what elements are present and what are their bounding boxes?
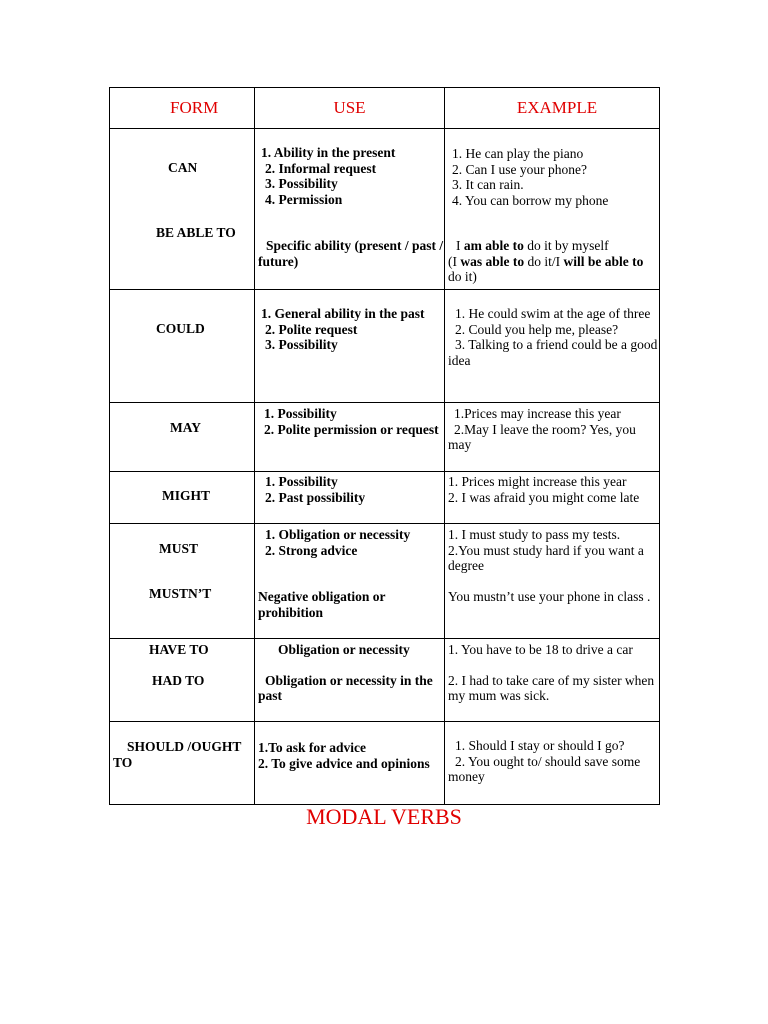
list-item: 1. You have to be 18 to drive a car [448,642,633,657]
list-item: 2. Informal request [265,160,377,176]
text: do it/I [524,253,564,269]
use-cell [255,290,445,403]
use-cell [255,129,445,290]
form-cell [110,524,255,639]
list-item: 4. You can borrow my phone [452,192,609,208]
form-cell [110,129,255,290]
use-cell [255,524,445,639]
text: am able to [463,238,524,253]
example-cell [445,472,660,524]
form-be-able-to: BE ABLE TO [156,224,236,240]
form-might: MIGHT [162,488,211,503]
list-item: 2. Can I use your phone? [452,161,587,177]
form-cell [110,290,255,403]
use-cell [255,472,445,524]
text: I [456,238,464,253]
text: (I [448,253,461,269]
example-cell [445,524,660,639]
list-item: You mustn’t use your phone in class . [448,588,651,604]
text: do it) [448,269,477,284]
header-row [110,88,660,129]
list-item: 2. Could you help me, please? [455,321,619,337]
list-item: 1. He can play the piano [452,146,584,161]
list-item: 2. You ought to/ should save some money [448,753,641,784]
list-item: Obligation or necessity in the past [258,672,433,703]
list-item: 1. He could swim at the age of three [455,306,651,321]
list-item: 1. Possibility [264,406,337,421]
list-item: 2. I had to take care of my sister when my mum was sick. [448,672,655,703]
list-item: Negative obligation or prohibition [258,589,386,620]
text: will be able to [563,253,644,269]
list-item: 1. Prices might increase this year [448,474,627,489]
table-row-may [110,403,660,472]
form-mustnt: MUSTN’T [149,585,212,601]
use-cell [255,403,445,472]
form-can: CAN [168,160,198,175]
text: do it by myself [523,238,609,253]
list-item: 2. To give advice and opinions [258,755,430,771]
table-row-have-to [110,639,660,722]
header-example: EXAMPLE [445,88,660,129]
list-item [448,238,659,254]
list-item [448,254,659,285]
list-item: Specific ability (present / past / future) [258,238,444,269]
list-item: 3. It can rain. [452,177,524,192]
header-use: USE [255,88,445,129]
text: was able to [460,253,525,269]
list-item: 2.You must study hard if you want a degree [448,542,644,573]
page-title: MODAL VERBS [306,804,462,829]
list-item: Obligation or necessity [278,642,410,657]
header-form: FORM [110,88,255,129]
use-cell [255,639,445,722]
list-item: 2.May I leave the room? Yes, you may [448,421,636,452]
list-item: 3. Possibility [265,176,338,191]
list-item: 1. Ability in the present [261,145,396,160]
table-row-could [110,290,660,403]
table-row-should [110,722,660,805]
list-item: 1.To ask for advice [258,740,367,755]
form-cell [110,403,255,472]
form-had-to: HAD TO [152,672,205,688]
example-cell [445,639,660,722]
example-cell [445,403,660,472]
list-item: 2. I was afraid you might come late [448,489,640,505]
form-cell [110,472,255,524]
list-item: 1. Possibility [265,474,338,489]
use-cell [255,722,445,805]
list-item: 2. Past possibility [265,489,366,505]
modal-verbs-table [109,87,660,805]
form-have-to: HAVE TO [149,642,209,657]
form-cell [110,639,255,722]
list-item: 1. Obligation or necessity [265,527,411,542]
form-could: COULD [156,321,205,336]
table-row-can [110,129,660,290]
list-item: 2. Polite permission or request [264,421,439,437]
example-cell [445,129,660,290]
list-item: 3. Possibility [265,337,338,352]
form-must: MUST [159,541,199,556]
list-item: 1. I must study to pass my tests. [448,527,621,542]
list-item: 1. Should I stay or should I go? [455,738,625,753]
table-row-must [110,524,660,639]
form-should-ought-to: SHOULD /OUGHT TO [113,739,242,770]
list-item: 3. Talking to a friend could be a good idea [448,337,658,368]
list-item: 4. Permission [265,191,343,207]
form-may: MAY [170,420,202,435]
example-cell [445,722,660,805]
list-item: 2. Strong advice [265,542,358,558]
form-cell [110,722,255,805]
list-item: 1.Prices may increase this year [454,406,621,421]
list-item: 1. General ability in the past [261,306,425,321]
example-cell [445,290,660,403]
list-item: 2. Polite request [265,321,358,337]
table-row-might [110,472,660,524]
